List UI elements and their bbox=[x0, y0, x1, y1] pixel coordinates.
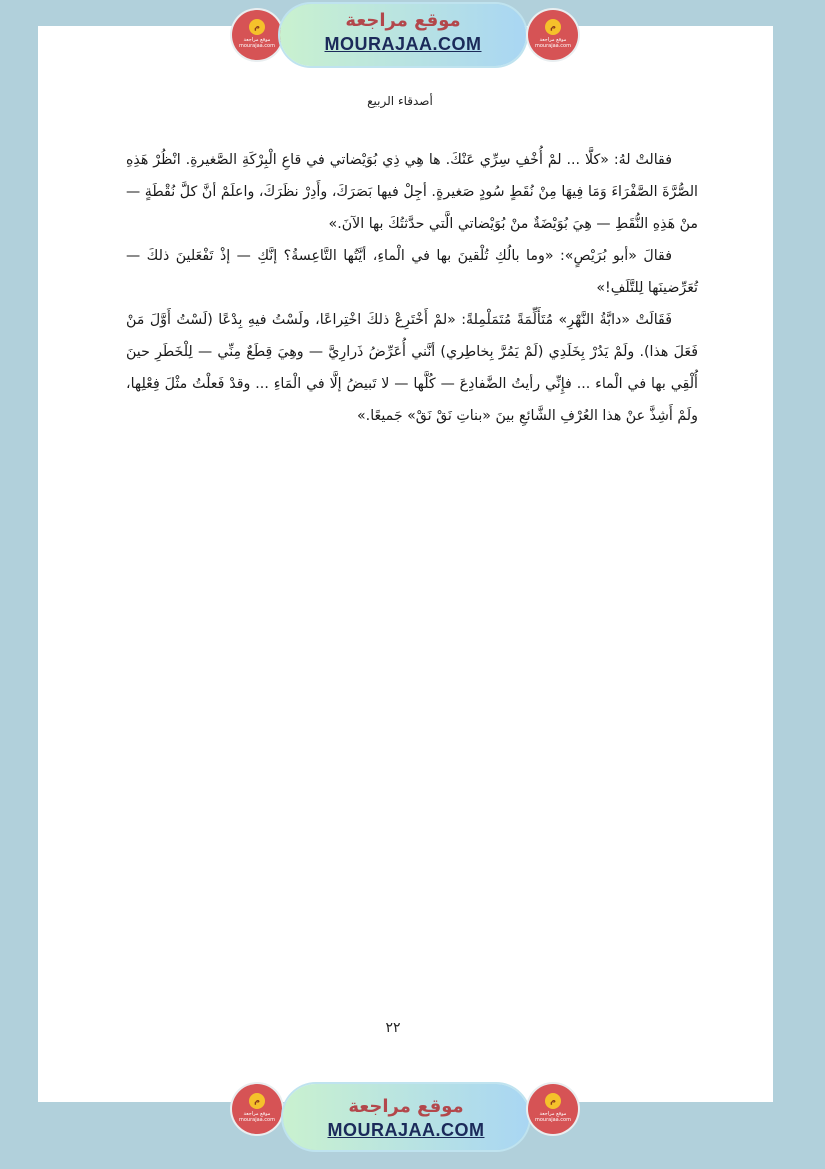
watermark-site-link[interactable]: MOURAJAA.COM bbox=[324, 34, 482, 54]
watermark-badge-left-top bbox=[232, 10, 282, 60]
badge-caption: موقع مراجعة mourajaa.com bbox=[238, 37, 275, 49]
story-text bbox=[126, 144, 698, 432]
badge-logo-icon: م bbox=[545, 19, 561, 35]
watermark-site-arabic: موقع مراجعة bbox=[348, 1096, 464, 1117]
watermark-site-link[interactable]: MOURAJAA.COM bbox=[327, 1120, 485, 1140]
badge-caption: موقع مراجعة mourajaa.com bbox=[534, 1111, 571, 1123]
badge-caption: موقع مراجعة mourajaa.com bbox=[238, 1111, 275, 1123]
badge-caption: موقع مراجعة mourajaa.com bbox=[534, 37, 571, 49]
badge-logo-icon: م bbox=[249, 19, 265, 35]
badge-logo-icon: م bbox=[249, 1093, 265, 1109]
badge-logo-icon: م bbox=[545, 1093, 561, 1109]
watermark-badge-right-top bbox=[528, 10, 578, 60]
page-number: ٢٢ bbox=[385, 1020, 401, 1036]
watermark-site-arabic: موقع مراجعة bbox=[345, 10, 461, 31]
paragraph: فقالتْ لهُ: «كلَّا ... لمْ أُخْفِ سِرِّي عَنْكَ. ها هِي ذِي بُوَيْضاتي في قاعِ الْبِرْكَةِ الصَّغيرةِ. انْظُرْ هَذِهِ الصُّرَّةَ الصَّفْرَاءَ وَمَا فِيهَا مِنْ نُقَطٍ سُودٍ صَغيرةٍ. أجِلْ فيها بَصَرَكَ، وأَدِرْ نظَرَكَ، واعلَمْ أنَّ كلَّ نُقْطَةٍ — منْ هَذِهِ النُّقَطِ — هِيَ بُوَيْضَةٌ منْ بُوَيْضاتي الَّتي حدَّثتُكَ بها الآنَ.» bbox=[126, 152, 698, 232]
paragraph: فَقَالَتْ «دابَّةُ النَّهْرِ» مُتَأَلِّمَةً مُتَمَلْمِلةً: «لمْ أَخْتَرِعْ ذلكَ اخْتِراعًا، ولَسْتُ فيهِ بِدْعًا (لَسْتُ أَوَّلَ مَنْ فَعَلَ هذا). ولَمْ يَدُرْ بِخَلَدِي (لَمْ يَمُرَّ بِخاطِري) أنَّني أُعَرِّضُ ذَرارِيَّ — وهِيَ قِطَعٌ مِنِّي — لِلْخَطَرِ حينَ أُلْقِي بها في الْماء ... فإِنِّي رأيتُ الضَّفادِعَ — كُلَّها — لا تَبيضُ إلَّا في الْمَاءِ ... وقدْ فَعلْتُ مثْلَ فِعْلِها، ولَمْ أَشِذَّ عنْ هذا العُرْفِ الشَّائعِ بينَ «بناتِ نَقْ نَقْ» جَميعًا.» bbox=[126, 312, 698, 424]
watermark-badge-left-bottom bbox=[232, 1084, 282, 1134]
watermark-banner-bottom[interactable] bbox=[283, 1084, 529, 1150]
running-head: أصدقاء الربيع bbox=[367, 94, 433, 108]
paragraph: فقالَ «أبو بُرَيْصٍ»: «وما بالُكِ تُلْقينَ بها في الْماءِ، أيَّتُها التَّاعِسةُ؟ إنَّكِ — إذْ تَفْعَلينَ ذلكَ — تُعَرِّضينَها لِلتَّلَفِ!» bbox=[126, 248, 698, 296]
watermark-banner-top[interactable] bbox=[280, 4, 526, 66]
watermark-badge-right-bottom bbox=[528, 1084, 578, 1134]
